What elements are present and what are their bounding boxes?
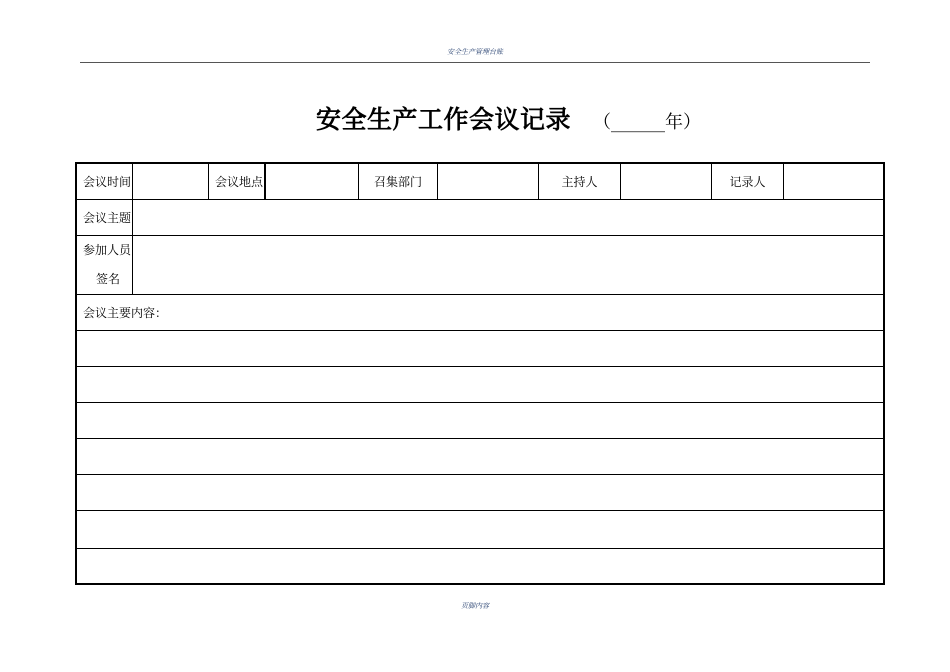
meeting-topic-label: 会议主题 (77, 200, 133, 235)
attendees-label-line1: 参加人员 (83, 243, 132, 257)
title-year-field[interactable]: （______年） (593, 112, 702, 133)
host-label: 主持人 (539, 164, 621, 199)
recorder-label: 记录人 (712, 164, 784, 199)
page-header-text: 安全生产管理台账 (447, 48, 503, 56)
content-line[interactable] (77, 511, 883, 549)
meeting-place-field[interactable] (266, 164, 359, 199)
attendees-row (77, 236, 883, 295)
document-title (316, 102, 701, 138)
main-content-label: 会议主要内容： (83, 306, 168, 320)
content-line[interactable] (77, 403, 883, 439)
content-line[interactable] (77, 331, 883, 367)
title-main: 安全生产工作会议记录 (316, 105, 572, 134)
meeting-time-label: 会议时间 (77, 164, 133, 199)
content-line[interactable] (77, 439, 883, 475)
convening-dept-label: 召集部门 (359, 164, 438, 199)
info-row (77, 164, 883, 200)
content-line[interactable] (77, 475, 883, 511)
content-line[interactable] (77, 549, 883, 583)
host-field[interactable] (621, 164, 712, 199)
attendees-label (77, 236, 133, 294)
recorder-field[interactable] (784, 164, 883, 199)
topic-row (77, 200, 883, 236)
content-label-row (77, 295, 883, 331)
attendees-label-line2: 签名 (96, 272, 121, 286)
meeting-record-form (75, 162, 885, 585)
header-divider (80, 62, 870, 63)
content-line[interactable] (77, 367, 883, 403)
meeting-topic-field[interactable] (133, 200, 883, 235)
page-footer-text: 页脚内容 (461, 602, 489, 610)
attendees-signature-field[interactable] (133, 236, 883, 294)
convening-dept-field[interactable] (438, 164, 539, 199)
meeting-place-label: 会议地点 (209, 164, 266, 199)
meeting-time-field[interactable] (133, 164, 209, 199)
